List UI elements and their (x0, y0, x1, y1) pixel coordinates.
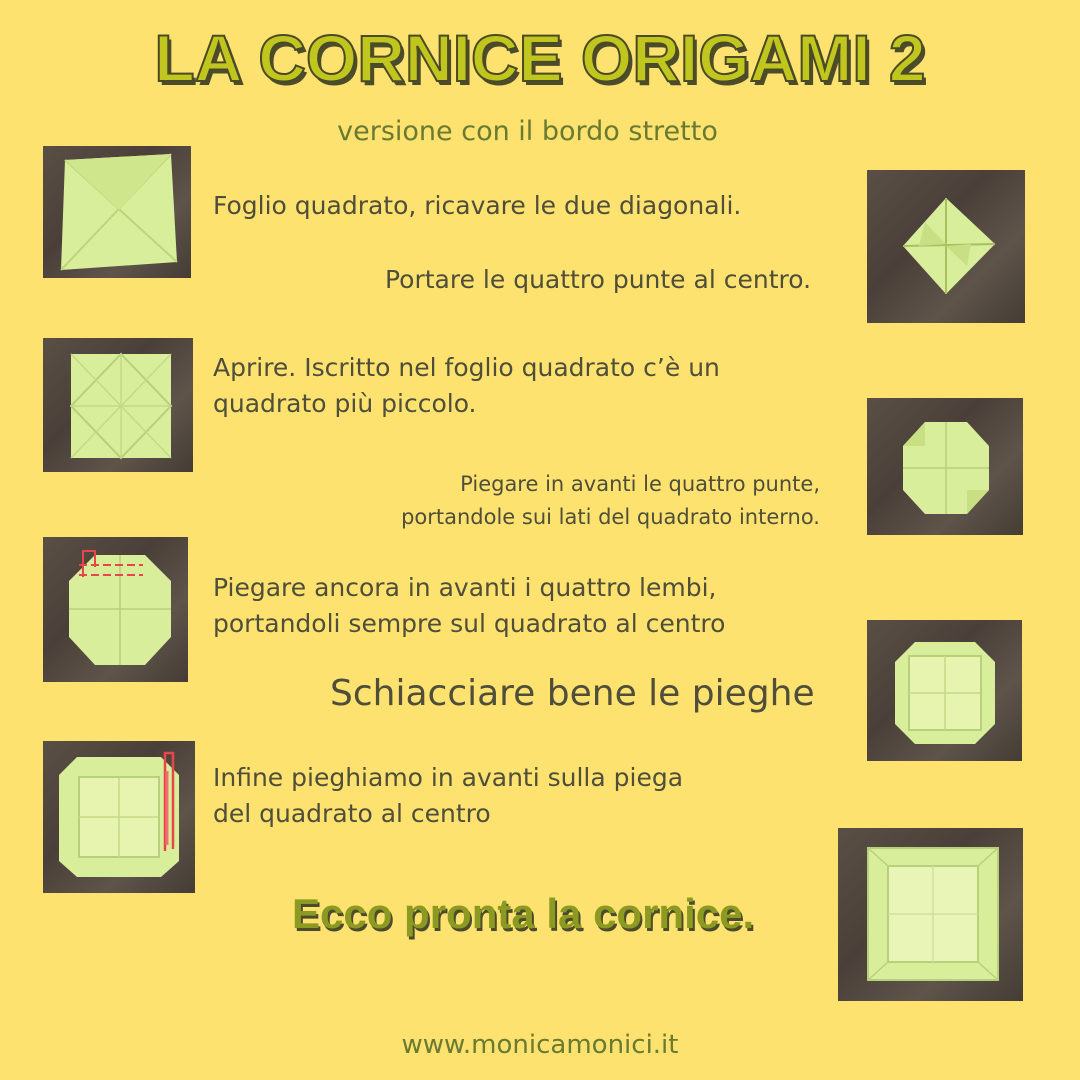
step6-text: Schiacciare bene le pieghe (330, 673, 815, 714)
step7-text: Infine pieghiamo in avanti sulla piega del quadrato al centro (213, 763, 684, 828)
final-message: Ecco pronta la cornice. (292, 890, 755, 937)
website-link[interactable]: www.monicamonici.it (401, 1030, 679, 1060)
step1-photo (43, 146, 191, 278)
page-subtitle: versione con il bordo stretto (337, 116, 718, 147)
step2-text: Portare le quattro punte al centro. (385, 265, 812, 294)
step1-text: Foglio quadrato, ricavare le due diagonali. (213, 191, 742, 220)
step5-text: Piegare ancora in avanti i quattro lembi, portandoli sempre sul quadrato al centro (213, 573, 726, 638)
step3-text: Aprire. Iscritto nel foglio quadrato c’è un quadrato più piccolo. (213, 353, 720, 418)
step6-photo (867, 620, 1022, 761)
step8-photo (838, 828, 1023, 1001)
page-title: LA CORNICE ORIGAMI 2 (154, 21, 926, 95)
step4-photo (867, 398, 1023, 535)
step3-photo (43, 338, 193, 472)
step7-photo (43, 741, 195, 893)
step5-photo (43, 537, 188, 682)
step4-text: Piegare in avanti le quattro punte, portandole sui lati del quadrato interno. (401, 472, 820, 529)
step2-photo (867, 170, 1025, 323)
